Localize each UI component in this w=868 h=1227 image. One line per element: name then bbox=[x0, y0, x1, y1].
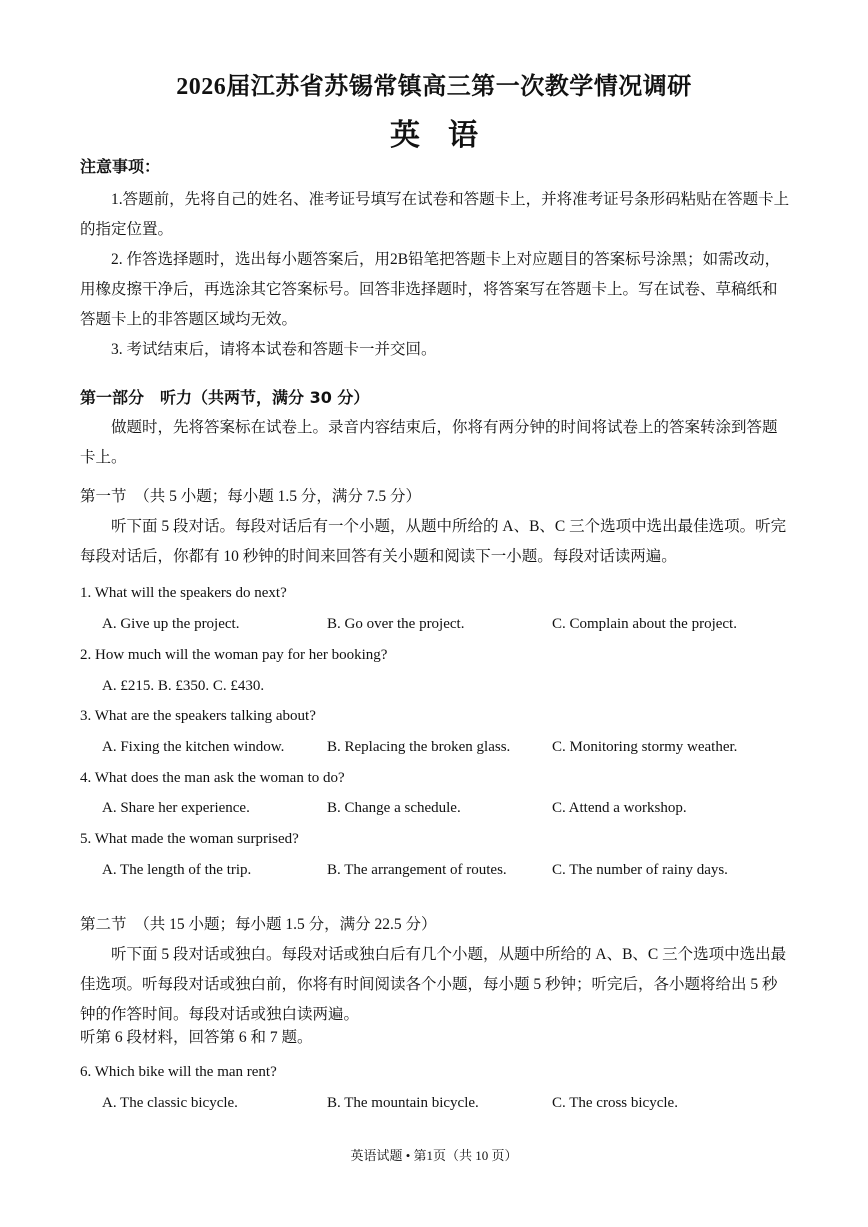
notice-heading: 注意事项： bbox=[80, 157, 161, 176]
question-5-option-a: A. The length of the trip. bbox=[102, 862, 252, 878]
question-6: 6. Which bike will the man rent? bbox=[80, 1064, 277, 1080]
question-4: 4. What does the man ask the woman to do? bbox=[80, 770, 345, 786]
question-2: 2. How much will the woman pay for her booking? bbox=[80, 647, 388, 663]
section1-heading: 第一节 （共 5 小题；每小题 1.5 分，满分 7.5 分） bbox=[80, 488, 422, 505]
question-3-option-a: A. Fixing the kitchen window. bbox=[102, 739, 285, 755]
subject-title: 英语 bbox=[390, 118, 506, 153]
question-1-option-c: C. Complain about the project. bbox=[552, 616, 737, 632]
question-6-option-b: B. The mountain bicycle. bbox=[327, 1095, 479, 1111]
question-2-options: A. £215. B. £350. C. £430. bbox=[102, 678, 265, 694]
question-1: 1. What will the speakers do next? bbox=[80, 585, 287, 601]
question-4-option-c: C. Attend a workshop. bbox=[552, 800, 687, 816]
part1-instruction: 做题时，先将答案标在试卷上。录音内容结束后，你将有两分钟的时间将试卷上的答案转涂到答题卡上。 bbox=[80, 419, 778, 466]
exam-title: 2026届江苏省苏锡常镇高三第一次教学情况调研 bbox=[176, 74, 692, 100]
notice-item-1: 1.答题前，先将自己的姓名、准考证号填写在试卷和答题卡上，并将准考证号条形码粘贴在答题卡上的指定位置。 bbox=[80, 191, 790, 238]
question-4-option-a: A. Share her experience. bbox=[102, 800, 250, 816]
question-4-option-b: B. Change a schedule. bbox=[327, 800, 461, 816]
question-3-option-c: C. Monitoring stormy weather. bbox=[552, 739, 738, 755]
question-5-option-c: C. The number of rainy days. bbox=[552, 862, 728, 878]
part1-heading: 第一部分 听力（共两节，满分 30 分） bbox=[80, 388, 370, 407]
notice-item-3: 3. 考试结束后，请将本试卷和答题卡一并交回。 bbox=[111, 341, 437, 358]
section1-instruction: 听下面 5 段对话。每段对话后有一个小题，从题中所给的 A、B、C 三个选项中选出最佳选项。听完每段对话后，你都有 10 秒钟的时间来回答有关小题和阅读下一小题。每段对话读两遍。 bbox=[80, 518, 787, 565]
section2-instruction: 听下面 5 段对话或独白。每段对话或独白后有几个小题，从题中所给的 A、B、C 三个选项中选出最佳选项。听每段对话或独白前，你将有时间阅读各个小题，每小题 5 秒钟；听完后，各小题将给出 5 秒钟的作答时间。每段对话或独白读两遍。 bbox=[80, 946, 787, 1023]
question-5-option-b: B. The arrangement of routes. bbox=[327, 862, 507, 878]
section2-material: 听第 6 段材料，回答第 6 和 7 题。 bbox=[80, 1029, 313, 1046]
question-3-option-b: B. Replacing the broken glass. bbox=[327, 739, 511, 755]
page-footer: 英语试题 • 第1页（共 10 页） bbox=[350, 1148, 518, 1163]
question-5: 5. What made the woman surprised? bbox=[80, 831, 299, 847]
question-6-option-c: C. The cross bicycle. bbox=[552, 1095, 678, 1111]
question-1-option-a: A. Give up the project. bbox=[102, 616, 240, 632]
question-6-option-a: A. The classic bicycle. bbox=[102, 1095, 238, 1111]
notice-item-2: 2. 作答选择题时，选出每小题答案后，用2B铅笔把答题卡上对应题目的答案标号涂黑；如需改动，用橡皮擦干净后，再选涂其它答案标号。回答非选择题时，将答案写在答题卡上。写在试卷、草稿纸和答题卡上的非答题区域均无效。 bbox=[80, 251, 781, 328]
question-1-option-b: B. Go over the project. bbox=[327, 616, 465, 632]
section2-heading: 第二节 （共 15 小题；每小题 1.5 分，满分 22.5 分） bbox=[80, 916, 437, 933]
question-3: 3. What are the speakers talking about? bbox=[80, 708, 316, 724]
